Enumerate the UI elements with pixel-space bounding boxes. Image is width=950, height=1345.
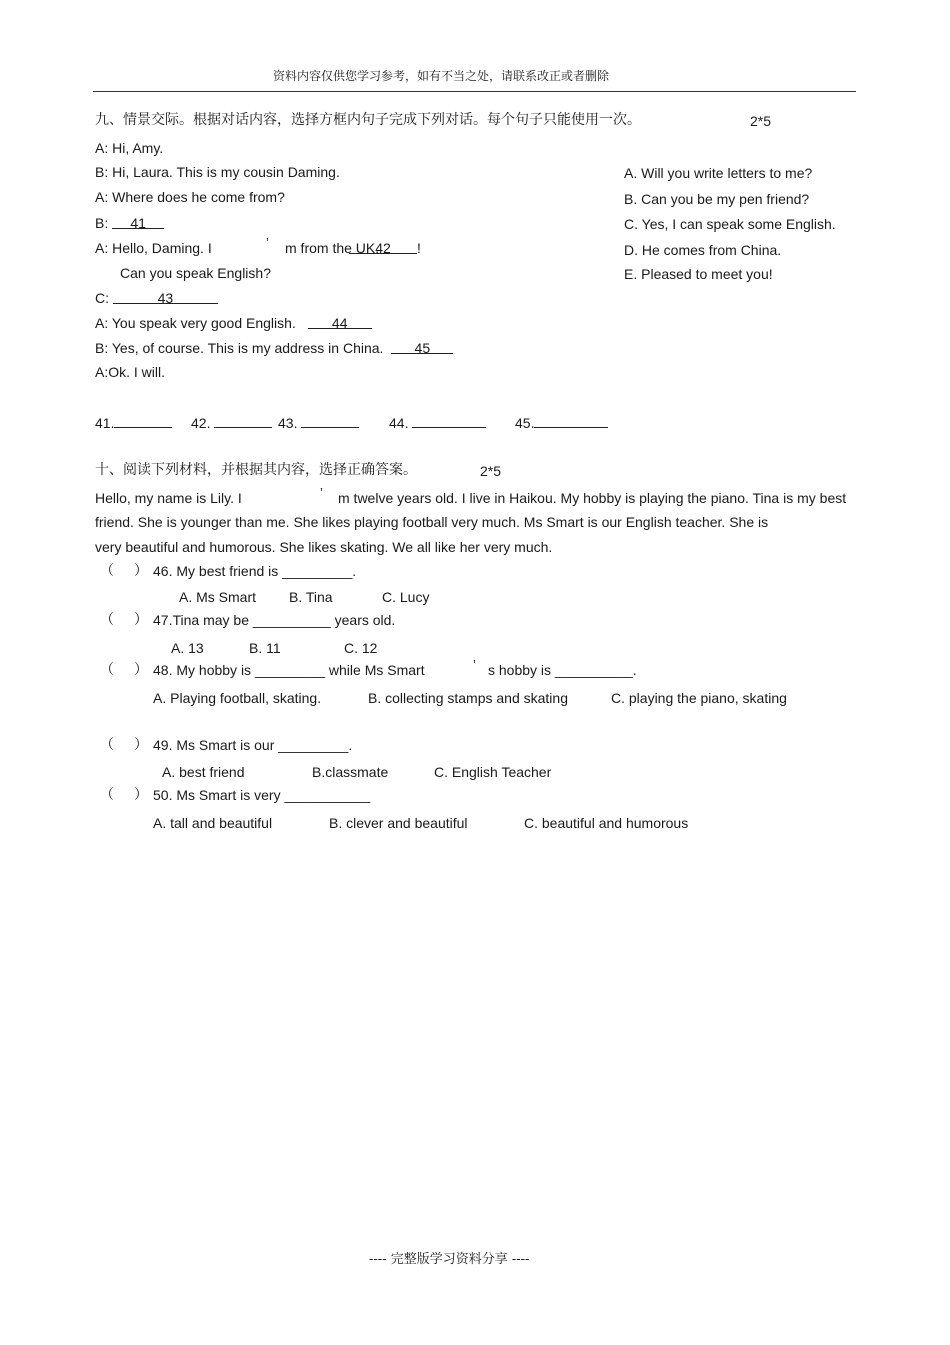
- q46-paren-close: ）: [134, 563, 148, 579]
- q46-paren-open: （: [100, 563, 114, 579]
- dialogue-line-6: Can you speak English?: [120, 265, 271, 281]
- q48-paren-close: ）: [134, 662, 148, 678]
- q46-option-a[interactable]: A. Ms Smart: [179, 589, 257, 605]
- q46-question: 46. My best friend is _________.: [153, 563, 357, 579]
- q49-option-c[interactable]: C. English Teacher: [434, 764, 552, 780]
- answer-44-blank[interactable]: [412, 413, 486, 428]
- answer-42-label: 42.: [191, 415, 211, 431]
- q50-option-a[interactable]: A. tall and beautiful: [153, 815, 273, 831]
- apostrophe-mark: ’: [266, 235, 269, 250]
- answer-41: [95, 413, 172, 432]
- answer-44-label: 44.: [389, 415, 409, 431]
- dialogue-line-10: A:Ok. I will.: [95, 364, 166, 380]
- q50-option-c[interactable]: C. beautiful and humorous: [524, 815, 689, 831]
- q47-question: 47.Tina may be __________ years old.: [153, 612, 396, 628]
- blank-44[interactable]: 44: [308, 314, 372, 329]
- dialogue-line-1: A: Hi, Amy.: [95, 140, 164, 156]
- q49-paren-close: ）: [134, 737, 148, 753]
- q48-option-c[interactable]: C. playing the piano, skating: [611, 690, 787, 706]
- q50-question: 50. Ms Smart is very ___________: [153, 787, 371, 803]
- answer-41-label: 41.: [95, 415, 115, 431]
- answer-44: [389, 413, 486, 432]
- section-9-score: 2*5: [750, 113, 772, 129]
- dialogue-line-8-prefix: A: You speak very good English.: [95, 315, 296, 331]
- passage-apostrophe: ’: [320, 485, 323, 500]
- passage-line-1a: Hello, my name is Lily. I: [95, 490, 242, 506]
- section-9-title: 九、情景交际。根据对话内容，选择方框内句子完成下列对话。每个句子只能使用一次。: [95, 112, 641, 128]
- dialogue-line-7-prefix: C:: [95, 290, 109, 306]
- dialogue-line-5-end: !: [417, 240, 421, 256]
- option-c: C. Yes, I can speak some English.: [624, 216, 836, 232]
- blank-42[interactable]: 42: [349, 239, 417, 254]
- q48-question-part-2: s hobby is __________.: [488, 662, 637, 678]
- q46-option-c[interactable]: C. Lucy: [382, 589, 430, 605]
- dialogue-line-5-blank: [349, 239, 421, 257]
- answer-45: [515, 413, 608, 432]
- dialogue-line-5-mid: m from the UK.: [285, 240, 380, 256]
- dialogue-line-8: [95, 314, 372, 332]
- dialogue-line-3: A: Where does he come from?: [95, 189, 285, 205]
- q50-option-b[interactable]: B. clever and beautiful: [329, 815, 468, 831]
- dialogue-line-9: [95, 339, 453, 357]
- section-10-title: 十、阅读下列材料，并根据其内容，选择正确答案。: [95, 462, 417, 478]
- q49-question: 49. Ms Smart is our _________.: [153, 737, 353, 753]
- header-rule: [93, 91, 856, 92]
- dialogue-line-4-prefix: B:: [95, 215, 109, 231]
- option-a: A. Will you write letters to me?: [624, 165, 813, 181]
- q47-option-c[interactable]: C. 12: [344, 640, 378, 656]
- section-10-score: 2*5: [480, 463, 502, 479]
- answer-43-blank[interactable]: [301, 413, 359, 428]
- q49-paren-open: （: [100, 737, 114, 753]
- passage-line-1b: m twelve years old. I live in Haikou. My hobby is playing the piano. Tina is my best: [338, 490, 847, 506]
- page-footer: ---- 完整版学习资料分享 ----: [369, 1252, 530, 1267]
- q47-paren-close: ）: [134, 612, 148, 628]
- q50-paren-open: （: [100, 787, 114, 803]
- q47-paren-open: （: [100, 612, 114, 628]
- passage-line-2: friend. She is younger than me. She likes playing football very much. Ms Smart is our English teacher. She is: [95, 514, 769, 530]
- blank-45[interactable]: 45: [391, 339, 453, 354]
- answer-41-blank[interactable]: [114, 413, 172, 428]
- q48-option-a[interactable]: A. Playing football, skating.: [153, 690, 322, 706]
- dialogue-line-9-prefix: B: Yes, of course. This is my address in China.: [95, 340, 384, 356]
- q48-apostrophe: ’: [473, 657, 476, 672]
- answer-42-blank[interactable]: [214, 413, 272, 428]
- page-header: 资料内容仅供您学习参考，如有不当之处，请联系改正或者删除: [273, 69, 610, 83]
- q48-question-part-1: 48. My hobby is _________ while Ms Smart: [153, 662, 425, 678]
- answer-45-label: 45.: [515, 415, 535, 431]
- answer-43-label: 43.: [278, 415, 298, 431]
- option-b: B. Can you be my pen friend?: [624, 191, 810, 207]
- q50-paren-close: ）: [134, 787, 148, 803]
- q48-option-b[interactable]: B. collecting stamps and skating: [368, 690, 568, 706]
- blank-41[interactable]: 41: [112, 214, 164, 229]
- option-d: D. He comes from China.: [624, 242, 782, 258]
- option-e: E. Pleased to meet you!: [624, 266, 773, 282]
- dialogue-line-4: [95, 214, 164, 232]
- answer-45-blank[interactable]: [534, 413, 608, 428]
- passage-line-3: very beautiful and humorous. She likes skating. We all like her very much.: [95, 539, 553, 555]
- q48-paren-open: （: [100, 662, 114, 678]
- q47-option-b[interactable]: B. 11: [249, 640, 281, 656]
- dialogue-line-2: B: Hi, Laura. This is my cousin Daming.: [95, 164, 340, 180]
- q47-option-a[interactable]: A. 13: [171, 640, 204, 656]
- q49-option-b[interactable]: B.classmate: [312, 764, 389, 780]
- answer-42: [191, 413, 272, 432]
- dialogue-line-7: [95, 289, 218, 307]
- blank-43[interactable]: 43: [113, 289, 218, 304]
- q49-option-a[interactable]: A. best friend: [162, 764, 245, 780]
- dialogue-line-5a: A: Hello, Daming. I: [95, 240, 212, 256]
- answer-43: [278, 413, 359, 432]
- q46-option-b[interactable]: B. Tina: [289, 589, 333, 605]
